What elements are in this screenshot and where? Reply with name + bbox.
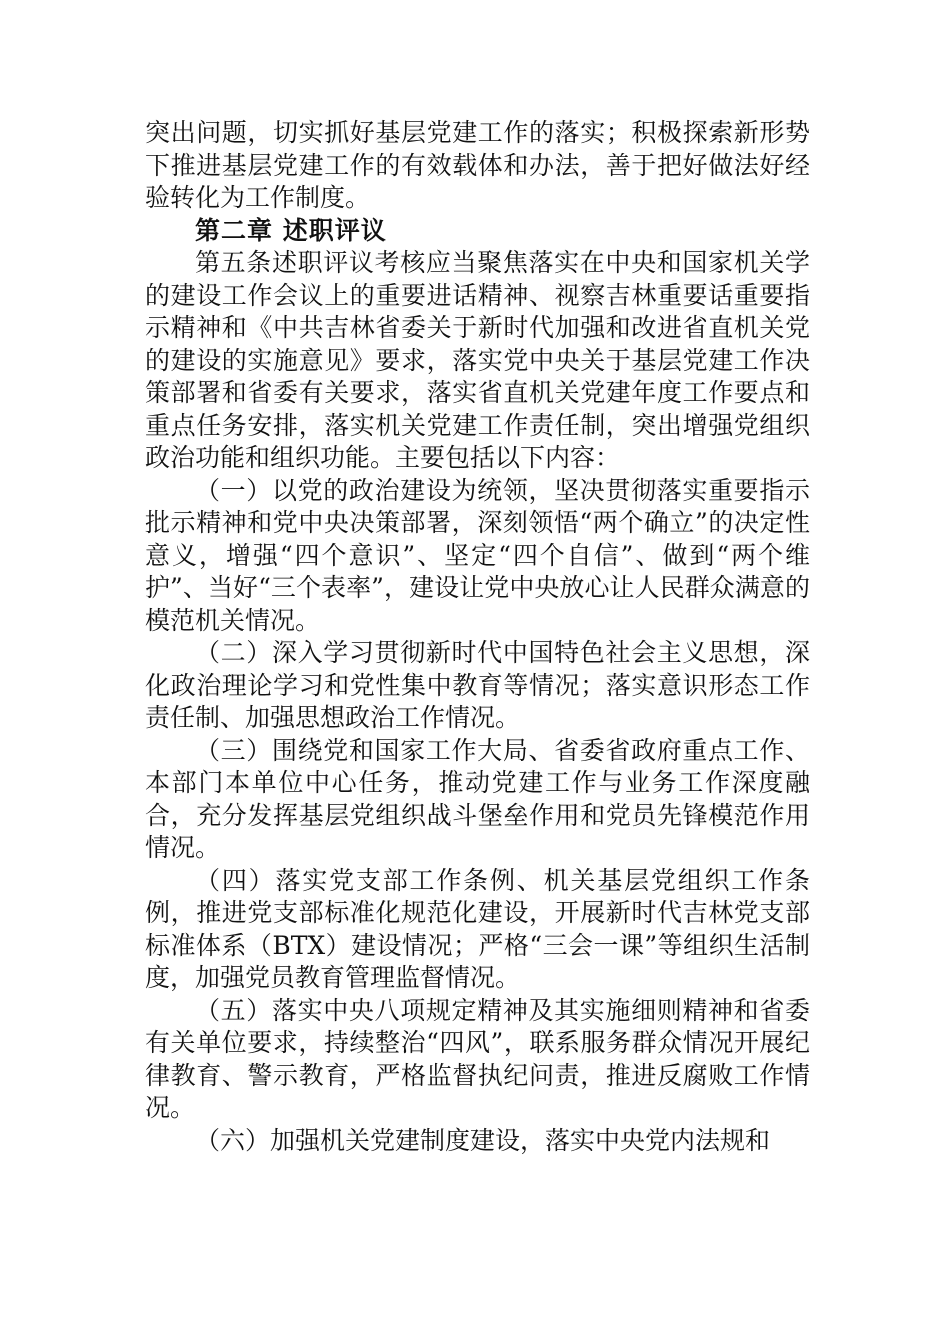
paragraph-item-6: （六）加强机关党建制度建设，落实中央党内法规和 xyxy=(195,1125,771,1155)
paragraph-continuation: 突出问题，切实抓好基层党建工作的落实；积极探索新形势下推进基层党建工作的有效载体和办法，善于把好做法好经验转化为工作制度。 xyxy=(145,118,810,212)
paragraph-item-1: （一）以党的政治建设为统领，坚决贯彻落实重要指示批示精神和党中央决策部署，深刻领悟“两个确立”的决定性意义，增强“四个意识”、坚定“四个自信”、做到“两个维护”、当好“三个表率”，建设让党中央放心让人民群众满意的模范机关情况。 xyxy=(145,475,810,635)
chapter-heading: 第二章 述职评议 xyxy=(195,215,387,245)
paragraph-item-2: （二）深入学习贯彻新时代中国特色社会主义思想，深化政治理论学习和党性集中教育等情况；落实意识形态工作责任制、加强思想政治工作情况。 xyxy=(145,638,810,732)
paragraph-item-3: （三）围绕党和国家工作大局、省委省政府重点工作、本部门本单位中心任务，推动党建工作与业务工作深度融合，充分发挥基层党组织战斗堡垒作用和党员先锋模范作用情况。 xyxy=(145,735,810,862)
paragraph-item-5: （五）落实中央八项规定精神及其实施细则精神和省委有关单位要求，持续整治“四风”，联系服务群众情况开展纪律教育、警示教育，严格监督执纪问责，推进反腐败工作情况。 xyxy=(145,995,810,1122)
paragraph-article-5: 第五条述职评议考核应当聚焦落实在中央和国家机关学的建设工作会议上的重要进话精神、视察吉林重要话重要指示精神和《中共吉林省委关于新时代加强和改进省直机关党的建设的实施意见》要求，落实党中央关于基层党建工作决策部署和省委有关要求，落实省直机关党建年度工作要点和重点任务安排，落实机关党建工作责任制，突出增强党组织政治功能和组织功能。主要包括以下内容： xyxy=(145,248,810,472)
document-body xyxy=(145,117,810,1157)
paragraph-item-4: （四）落实党支部工作条例、机关基层党组织工作条例，推进党支部标准化规范化建设，开展新时代吉林党支部标准体系（BTX）建设情况；严格“三会一课”等组织生活制度，加强党员教育管理监督情况。 xyxy=(145,865,810,992)
